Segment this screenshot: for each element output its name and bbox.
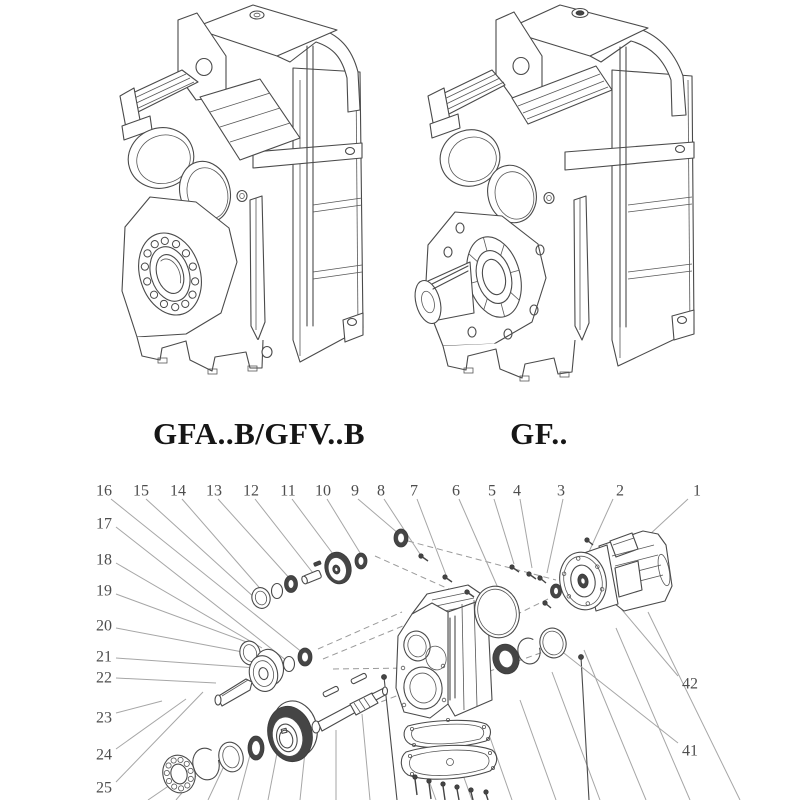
callout-label-25: 25	[96, 779, 112, 797]
callout-line-19	[116, 594, 252, 644]
callout-label-16: 16	[96, 482, 112, 500]
callout-line-7	[417, 499, 446, 575]
leader-line-cutoff	[552, 672, 600, 800]
shim-ring	[537, 625, 570, 661]
callout-label-4: 4	[513, 482, 521, 500]
callout-line-15	[146, 499, 256, 599]
drawing-gfa-gfv-unit	[120, 5, 363, 374]
callout-label-9: 9	[351, 482, 359, 500]
callout-line-41	[560, 650, 678, 743]
callout-line-13	[218, 499, 292, 581]
callout-line-6	[459, 499, 498, 588]
callout-label-20: 20	[96, 617, 112, 635]
seal-ring	[272, 584, 283, 599]
leader-line-cutoff	[648, 612, 740, 800]
callout-label-41: 41	[682, 742, 698, 760]
callout-label-11: 11	[280, 482, 296, 500]
callout-label-21: 21	[96, 648, 112, 666]
callout-line-20	[116, 628, 248, 653]
callout-line-9	[358, 499, 399, 534]
leader-line-cutoff	[584, 650, 646, 800]
callout-label-1: 1	[693, 482, 701, 500]
leader-line-cutoff	[520, 700, 556, 800]
callout-label-42: 42	[682, 675, 698, 693]
callout-label-12: 12	[243, 482, 259, 500]
drawing-gf-unit	[411, 5, 694, 381]
output-shaft-parts-row	[159, 673, 388, 797]
callout-label-22: 22	[96, 669, 112, 687]
electric-motor	[551, 531, 673, 614]
callout-label-17: 17	[96, 515, 112, 533]
long-screw	[581, 657, 589, 800]
callout-label-15: 15	[133, 482, 149, 500]
spacer-ring	[216, 739, 247, 774]
callout-line-22	[116, 678, 216, 683]
callout-line-5	[494, 499, 514, 564]
callout-label-14: 14	[170, 482, 186, 500]
callout-line-21	[116, 658, 256, 668]
callout-line-10	[327, 499, 362, 556]
pinion-gear	[321, 549, 354, 587]
callout-label-5: 5	[488, 482, 496, 500]
callout-line-23	[116, 701, 162, 713]
callout-label-2: 2	[616, 482, 624, 500]
callout-line-24	[116, 699, 186, 749]
callout-label-24: 24	[96, 746, 112, 764]
callout-label-8: 8	[377, 482, 385, 500]
callout-line-18	[116, 563, 262, 648]
leader-line-cutoff	[362, 714, 370, 800]
callout-label-7: 7	[410, 482, 418, 500]
long-screw-head	[382, 675, 387, 680]
callout-label-18: 18	[96, 551, 112, 569]
intermediate-shaft	[215, 679, 252, 706]
callout-label-23: 23	[96, 709, 112, 727]
callout-label-10: 10	[315, 482, 331, 500]
leader-line-cutoff	[268, 748, 278, 800]
housing-gaskets	[401, 718, 496, 779]
leader-line-cutoff	[148, 785, 170, 800]
leader-line-cutoff	[616, 628, 690, 800]
long-screw-head	[579, 655, 584, 660]
callout-label-13: 13	[206, 482, 222, 500]
shaft-key-1	[322, 686, 339, 698]
callout-line-12	[255, 499, 313, 573]
exploded-view	[96, 483, 740, 800]
leader-line-cutoff	[208, 766, 224, 800]
shaft-key-2	[350, 673, 367, 685]
callout-line-11	[292, 499, 339, 562]
axis-dashed-line	[408, 541, 556, 580]
callout-line-4	[520, 499, 532, 568]
long-screw	[384, 677, 397, 800]
callout-line-3	[547, 499, 563, 573]
caption-right-model: GF..	[510, 416, 568, 451]
callout-line-16	[111, 499, 303, 653]
key-small	[313, 561, 321, 567]
callout-label-3: 3	[557, 482, 565, 500]
callout-line-14	[182, 499, 264, 593]
input-shaft-parts-row	[249, 529, 408, 611]
axis-dashed-line	[333, 668, 407, 669]
callout-label-6: 6	[452, 482, 460, 500]
input-pinion	[301, 570, 322, 585]
caption-left-model: GFA..B/GFV..B	[152, 416, 366, 451]
callout-label-19: 19	[96, 582, 112, 600]
